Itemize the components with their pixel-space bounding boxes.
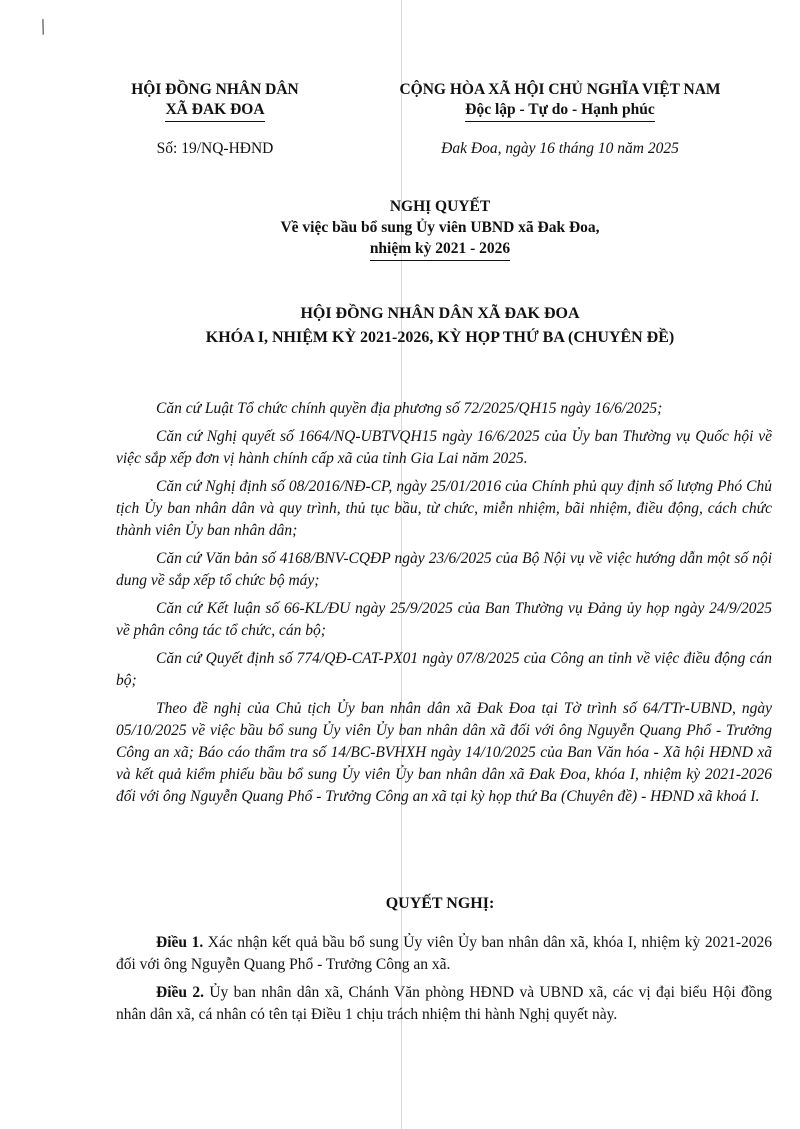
title-line-1: NGHỊ QUYẾT — [389, 198, 491, 215]
preamble-paragraph: Căn cứ Nghị định số 08/2016/NĐ-CP, ngày 25/01/2016 của Chính phủ quy định số lượng Phó Chủ tịch Ủy ban nhân dân và quy trình, thủ tục bầu, từ chức, miễn nhiệm, bãi nhiệm, điều động, cách chức thành viên Ủy ban nhân dân; — [116, 478, 772, 539]
article-2-label: Điều 2. — [156, 984, 204, 1001]
council-heading — [100, 302, 780, 350]
title-line-3: nhiệm kỳ 2021 - 2026 — [370, 238, 510, 261]
articles — [116, 932, 772, 1032]
national-motto: Độc lập - Tự do - Hạnh phúc — [465, 100, 654, 122]
preamble-paragraph: Căn cứ Văn bản số 4168/BNV-CQĐP ngày 23/6/2025 của Bộ Nội vụ về việc hướng dẫn một số nội dung về sắp xếp tổ chức bộ máy; — [116, 550, 772, 589]
preamble-paragraph: Căn cứ Quyết định số 774/QĐ-CAT-PX01 ngày 07/8/2025 của Công an tỉnh về việc điều động cán bộ; — [116, 650, 772, 689]
article-2-text: Ủy ban nhân dân xã, Chánh Văn phòng HĐND và UBND xã, các vị đại biểu Hội đồng nhân dân xã, cá nhân có tên tại Điều 1 chịu trách nhiệm thi hành Nghị quyết này. — [116, 984, 773, 1023]
preamble-paragraph: Căn cứ Nghị quyết số 1664/NQ-UBTVQH15 ngày 16/6/2025 của Ủy ban Thường vụ Quốc hội về việc sắp xếp đơn vị hành chính cấp xã của tỉnh Gia Lai năm 2025. — [116, 428, 772, 467]
national-header — [350, 80, 770, 122]
preamble — [116, 398, 772, 814]
council-line-2: KHÓA I, NHIỆM KỲ 2021-2026, KỲ HỌP THỨ BA (CHUYÊN ĐỀ) — [205, 329, 675, 346]
preamble-paragraph: Theo đề nghị của Chủ tịch Ủy ban nhân dân xã Đak Đoa tại Tờ trình số 64/TTr-UBND, ngày 05/10/2025 về việc bầu bổ sung Ủy viên Ủy ban nhân dân xã đối với ông Nguyễn Quang Phổ - Trưởng Công an xã; Báo cáo thẩm tra số 14/BC-BVHXH ngày 14/10/2025 của Ban Văn hóa - Xã hội HĐND xã và kết quả kiểm phiếu bầu bổ sung Ủy viên Ủy ban nhân dân xã Đak Đoa, khóa I, nhiệm kỳ 2021-2026 đối với ông Nguyễn Quang Phổ - Trưởng Công an xã tại kỳ họp thứ Ba (Chuyên đề) - HĐND xã khoá I. — [116, 700, 772, 805]
article-1-label: Điều 1. — [156, 934, 204, 951]
article-1-text: Xác nhận kết quả bầu bổ sung Ủy viên Ủy ban nhân dân xã, khóa I, nhiệm kỳ 2021-2026 đối với ông Nguyễn Quang Phổ - Trưởng Công an xã. — [116, 934, 773, 973]
document-date: Đak Đoa, ngày 16 tháng 10 năm 2025 — [441, 140, 679, 157]
issuer-line-2: XÃ ĐAK ĐOA — [165, 100, 264, 122]
title-line-2: Về việc bầu bổ sung Ủy viên UBND xã Đak Đoa, — [280, 219, 600, 236]
national-title: CỘNG HÒA XÃ HỘI CHỦ NGHĨA VIỆT NAM — [399, 81, 721, 98]
document-title — [100, 196, 780, 261]
council-line-1: HỘI ĐỒNG NHÂN DÂN XÃ ĐAK ĐOA — [300, 305, 580, 322]
pen-mark: / — [35, 13, 51, 40]
issuer-line-1: HỘI ĐỒNG NHÂN DÂN — [131, 81, 299, 98]
article-1 — [116, 932, 772, 976]
preamble-paragraph: Căn cứ Luật Tổ chức chính quyền địa phương số 72/2025/QH15 ngày 16/6/2025; — [156, 400, 663, 417]
decision-heading: QUYẾT NGHỊ: — [385, 895, 495, 912]
document-number: Số: 19/NQ-HĐND — [156, 140, 274, 157]
issuer-header — [100, 80, 330, 122]
article-2 — [116, 982, 772, 1026]
preamble-paragraph: Căn cứ Kết luận số 66-KL/ĐU ngày 25/9/2025 của Ban Thường vụ Đảng ủy họp ngày 24/9/2025 về phân công tác tổ chức, cán bộ; — [116, 600, 772, 639]
